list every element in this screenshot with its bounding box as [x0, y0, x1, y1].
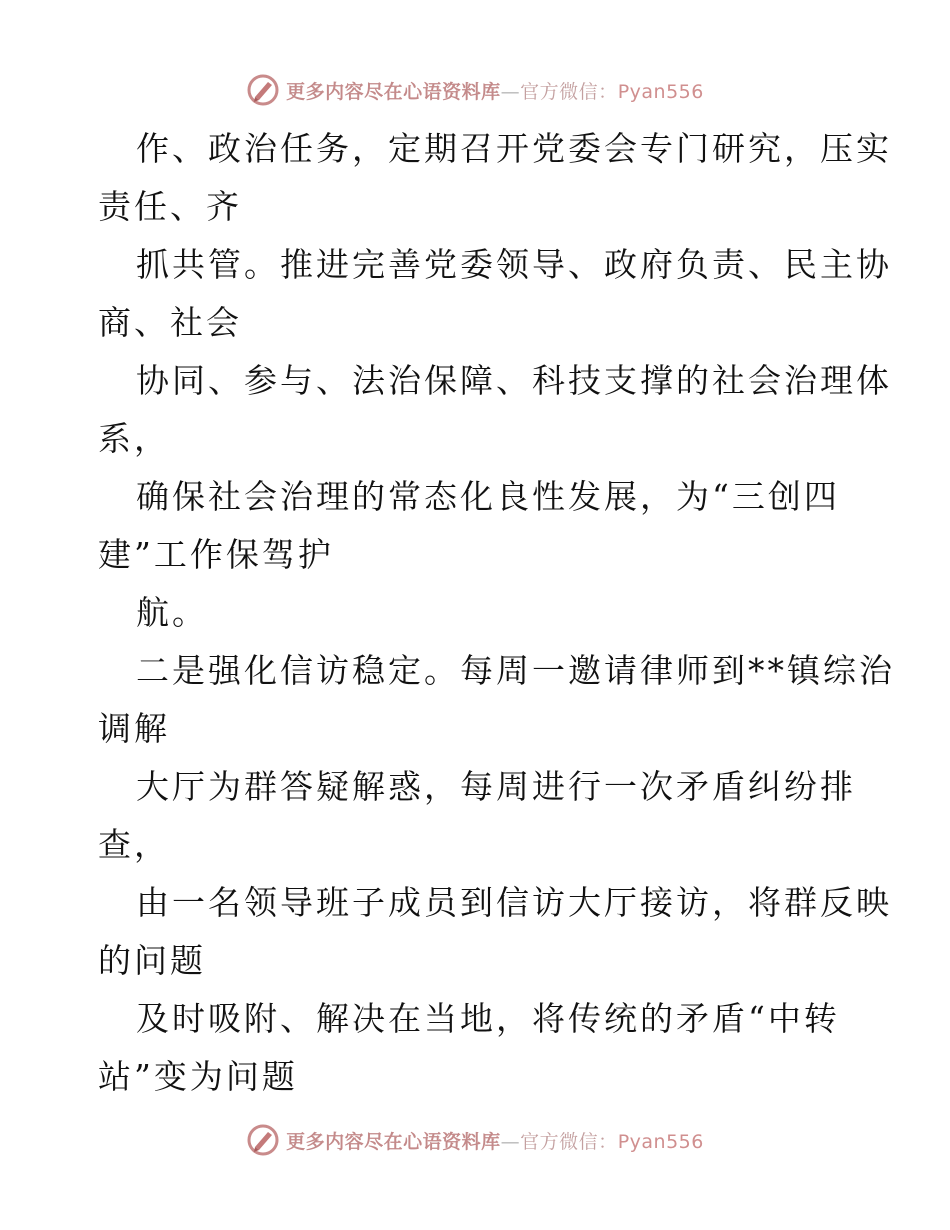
text-line: 的问题: [98, 941, 206, 980]
text-line: 大厅为群答疑解惑，每周进行一次矛盾纠纷排: [136, 767, 856, 806]
text-line: 确保社会治理的常态化良性发展，为“三创四: [136, 477, 840, 516]
text-line: 作、政治任务，定期召开党委会专门研究，压实: [136, 129, 892, 168]
watermark-wechat-label: 官方微信：: [520, 1130, 618, 1153]
watermark-dash: —: [500, 1130, 521, 1153]
text-line: 商、社会: [98, 303, 242, 342]
text-line: 由一名领导班子成员到信访大厅接访，将群反映: [136, 883, 892, 922]
text-line: 查，: [98, 825, 170, 864]
pen-logo-icon: [246, 73, 280, 107]
watermark-brand: 更多内容尽在心语资料库: [286, 1130, 501, 1153]
watermark-wechat-id: Pyan556: [617, 80, 704, 103]
watermark-wechat-id: Pyan556: [617, 1130, 704, 1153]
text-line: 站”变为问题: [98, 1057, 298, 1096]
footer-watermark: [0, 1120, 950, 1160]
watermark-brand: 更多内容尽在心语资料库: [286, 80, 501, 103]
text-line: 系，: [98, 419, 170, 458]
watermark-wechat-label: 官方微信：: [520, 80, 618, 103]
text-line: 航。: [136, 593, 208, 632]
text-line: 协同、参与、法治保障、科技支撑的社会治理体: [136, 361, 892, 400]
text-line: 建”工作保驾护: [98, 535, 334, 574]
text-line: 责任、齐: [98, 187, 242, 226]
text-line: 抓共管。推进完善党委领导、政府负责、民主协: [136, 245, 892, 284]
pen-logo-icon: [246, 1123, 280, 1157]
document-body: [98, 120, 895, 1106]
watermark-text: [286, 77, 704, 104]
watermark-text: [286, 1127, 704, 1154]
header-watermark: [0, 70, 950, 110]
text-line: 及时吸附、解决在当地，将传统的矛盾“中转: [136, 999, 840, 1038]
text-line: 调解: [98, 709, 170, 748]
text-line: 二是强化信访稳定。每周一邀请律师到**镇综治: [136, 651, 895, 690]
watermark-dash: —: [500, 80, 521, 103]
